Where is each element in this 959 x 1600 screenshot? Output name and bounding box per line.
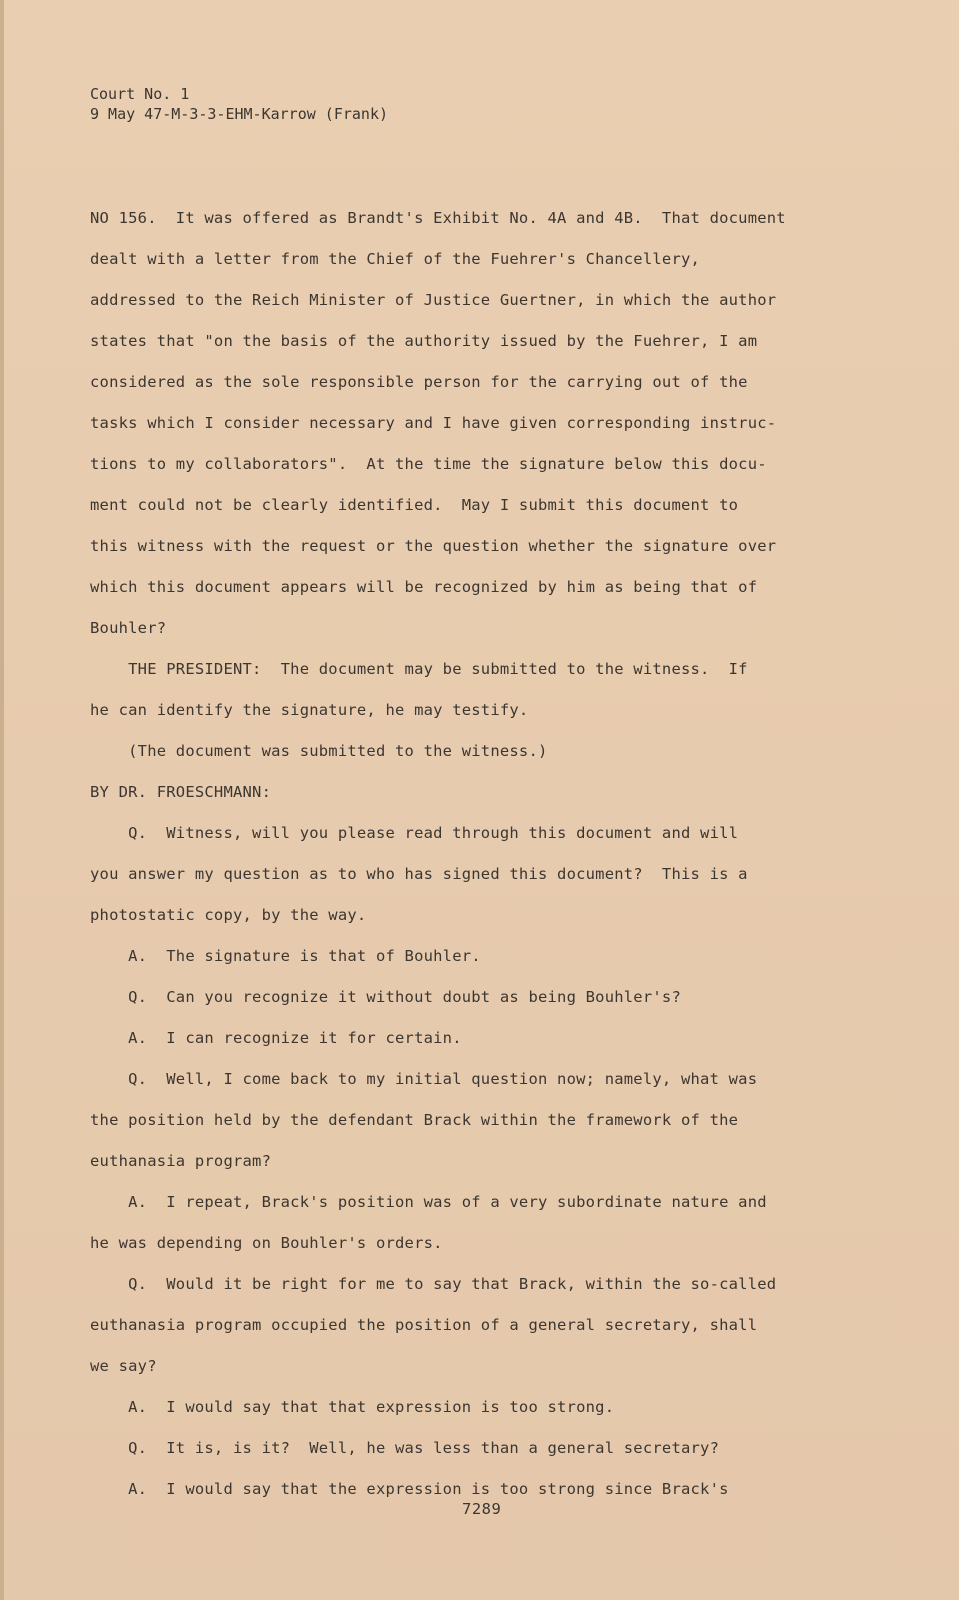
transcript-line: this witness with the request or the question whether the signature over <box>90 537 777 555</box>
transcript-line: the position held by the defendant Brack within the framework of the <box>90 1111 739 1129</box>
transcript-line: Q. Can you recognize it without doubt as being Bouhler's? <box>90 988 681 1006</box>
transcript-line: tions to my collaborators". At the time the signature below this docu- <box>90 455 767 473</box>
transcript-line: euthanasia program? <box>90 1152 272 1170</box>
transcript-line: we say? <box>90 1357 157 1375</box>
transcript-line: A. I repeat, Brack's position was of a very subordinate nature and <box>90 1193 767 1211</box>
transcript-line: ment could not be clearly identified. May I submit this document to <box>90 496 739 514</box>
page-number: 7289 <box>462 1500 502 1518</box>
transcript-line: considered as the sole responsible person for the carrying out of the <box>90 373 748 391</box>
transcript-line: A. The signature is that of Bouhler. <box>90 947 481 965</box>
transcript-line: addressed to the Reich Minister of Justice Guertner, in which the author <box>90 291 777 309</box>
session-reference: 9 May 47-M-3-3-EHM-Karrow (Frank) <box>90 105 389 123</box>
transcript-body <box>90 198 840 1510</box>
transcript-line: A. I would say that that expression is too strong. <box>90 1398 615 1416</box>
transcript-line: NO 156. It was offered as Brandt's Exhibit No. 4A and 4B. That document <box>90 209 786 227</box>
transcript-line: photostatic copy, by the way. <box>90 906 367 924</box>
transcript-line: which this document appears will be recognized by him as being that of <box>90 578 758 596</box>
transcript-line: tasks which I consider necessary and I have given corresponding instruc- <box>90 414 777 432</box>
transcript-line: (The document was submitted to the witness.) <box>90 742 548 760</box>
transcript-line: A. I can recognize it for certain. <box>90 1029 462 1047</box>
paper-edge <box>0 0 4 1600</box>
transcript-line: BY DR. FROESCHMANN: <box>90 783 272 801</box>
transcript-line: you answer my question as to who has signed this document? This is a <box>90 865 748 883</box>
transcript-line: THE PRESIDENT: The document may be submitted to the witness. If <box>90 660 748 678</box>
transcript-line: dealt with a letter from the Chief of the Fuehrer's Chancellery, <box>90 250 701 268</box>
transcript-line: states that "on the basis of the authority issued by the Fuehrer, I am <box>90 332 758 350</box>
transcript-line: Q. It is, is it? Well, he was less than a general secretary? <box>90 1439 720 1457</box>
transcript-line: he was depending on Bouhler's orders. <box>90 1234 443 1252</box>
transcript-line: Q. Well, I come back to my initial question now; namely, what was <box>90 1070 758 1088</box>
court-number: Court No. 1 <box>90 85 190 103</box>
transcript-line: Q. Would it be right for me to say that Brack, within the so-called <box>90 1275 777 1293</box>
transcript-line: Q. Witness, will you please read through this document and will <box>90 824 739 842</box>
transcript-line: euthanasia program occupied the position of a general secretary, shall <box>90 1316 758 1334</box>
document-header <box>90 84 388 124</box>
transcript-line: he can identify the signature, he may testify. <box>90 701 529 719</box>
transcript-line: Bouhler? <box>90 619 167 637</box>
transcript-line: A. I would say that the expression is too strong since Brack's <box>90 1480 729 1498</box>
